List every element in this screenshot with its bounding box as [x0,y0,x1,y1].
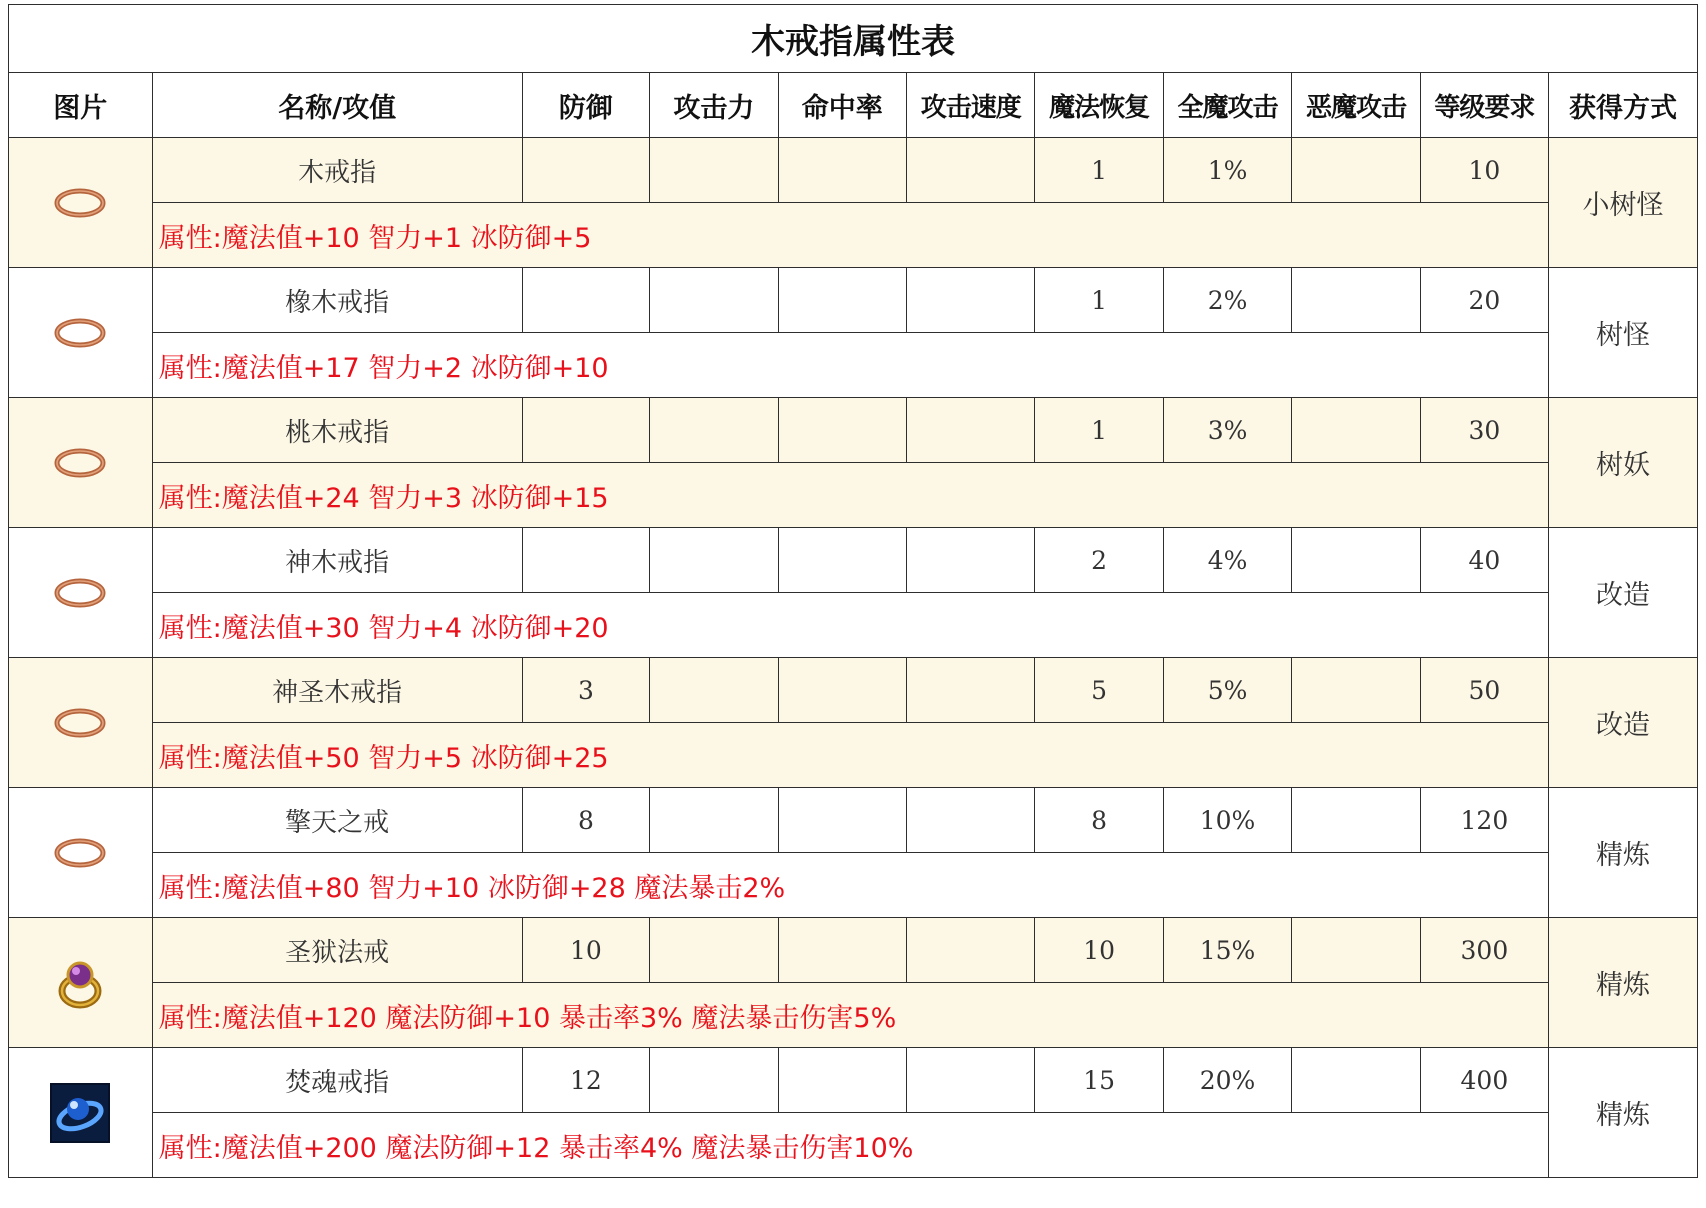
wood-ring-icon [9,186,152,220]
item-source: 树怪 [1549,268,1698,398]
item-attributes: 属性:魔法值+24 智力+3 冰防御+15 [152,463,1549,528]
table-row [9,658,1698,723]
item-attack [650,528,778,593]
item-attack-speed [906,918,1034,983]
wood-ring-icon [9,836,152,870]
table-row-attributes [9,593,1698,658]
item-attack-speed [906,658,1034,723]
item-attributes: 属性:魔法值+50 智力+5 冰防御+25 [152,723,1549,788]
item-accuracy [778,138,906,203]
item-defense [522,268,649,333]
table-title: 木戒指属性表 [9,5,1698,73]
item-image-cell [9,398,153,528]
item-source: 小树怪 [1549,138,1698,268]
header-source: 获得方式 [1549,73,1698,138]
item-accuracy [778,658,906,723]
header-accuracy: 命中率 [778,73,906,138]
item-level: 20 [1420,268,1548,333]
ring-attribute-sheet [8,4,1698,1178]
item-accuracy [778,528,906,593]
item-demon-attack [1292,918,1420,983]
item-source: 改造 [1549,528,1698,658]
item-attack-speed [906,1048,1034,1113]
gem-ring-icon [9,955,152,1011]
item-attributes: 属性:魔法值+80 智力+10 冰防御+28 魔法暴击2% [152,853,1549,918]
item-attack [650,398,778,463]
item-accuracy [778,398,906,463]
item-defense [522,398,649,463]
item-all-magic-attack: 5% [1163,658,1291,723]
item-row-group [9,138,1698,268]
item-row-group [9,528,1698,658]
table-row [9,788,1698,853]
table-row-attributes [9,463,1698,528]
item-source: 精炼 [1549,788,1698,918]
item-row-group [9,788,1698,918]
item-demon-attack [1292,1048,1420,1113]
table-row [9,528,1698,593]
header-attack-speed: 攻击速度 [906,73,1034,138]
item-level: 30 [1420,398,1548,463]
item-image-cell [9,138,153,268]
item-magic-recovery: 1 [1035,268,1163,333]
item-attributes: 属性:魔法值+17 智力+2 冰防御+10 [152,333,1549,398]
item-demon-attack [1292,658,1420,723]
item-attack [650,658,778,723]
wood-ring-icon [9,316,152,350]
item-name: 擎天之戒 [152,788,522,853]
item-name: 圣狱法戒 [152,918,522,983]
item-source: 精炼 [1549,1048,1698,1178]
item-all-magic-attack: 4% [1163,528,1291,593]
item-attack-speed [906,528,1034,593]
item-level: 50 [1420,658,1548,723]
table-row-attributes [9,723,1698,788]
item-source: 树妖 [1549,398,1698,528]
item-magic-recovery: 1 [1035,398,1163,463]
item-accuracy [778,918,906,983]
header-level: 等级要求 [1420,73,1548,138]
item-level: 10 [1420,138,1548,203]
table-row-attributes [9,1113,1698,1178]
item-level: 120 [1420,788,1548,853]
header-image: 图片 [9,73,153,138]
item-row-group [9,398,1698,528]
item-magic-recovery: 5 [1035,658,1163,723]
header-demon-attack: 恶魔攻击 [1292,73,1420,138]
item-all-magic-attack: 2% [1163,268,1291,333]
wood-ring-icon [9,706,152,740]
wood-ring-icon [9,576,152,610]
table-row-attributes [9,853,1698,918]
item-image-cell [9,788,153,918]
item-attributes: 属性:魔法值+200 魔法防御+12 暴击率4% 魔法暴击伤害10% [152,1113,1549,1178]
item-row-group [9,1048,1698,1178]
item-name: 木戒指 [152,138,522,203]
item-magic-recovery: 2 [1035,528,1163,593]
item-attack [650,138,778,203]
item-attack [650,788,778,853]
table-row-attributes [9,333,1698,398]
item-all-magic-attack: 15% [1163,918,1291,983]
item-demon-attack [1292,788,1420,853]
item-level: 400 [1420,1048,1548,1113]
item-attributes: 属性:魔法值+10 智力+1 冰防御+5 [152,203,1549,268]
item-name: 神木戒指 [152,528,522,593]
item-name: 橡木戒指 [152,268,522,333]
item-accuracy [778,788,906,853]
table-row [9,138,1698,203]
item-attack [650,918,778,983]
header-attack: 攻击力 [650,73,778,138]
table-row [9,1048,1698,1113]
header-all-magic-attack: 全魔攻击 [1163,73,1291,138]
item-name: 桃木戒指 [152,398,522,463]
header-row [9,73,1698,138]
table-row-attributes [9,203,1698,268]
item-row-group [9,268,1698,398]
item-attack-speed [906,788,1034,853]
item-attack-speed [906,398,1034,463]
table-row [9,398,1698,463]
item-level: 40 [1420,528,1548,593]
item-image-cell [9,918,153,1048]
item-demon-attack [1292,138,1420,203]
item-defense: 8 [522,788,649,853]
item-attack [650,1048,778,1113]
item-all-magic-attack: 1% [1163,138,1291,203]
item-demon-attack [1292,528,1420,593]
header-name: 名称/攻值 [152,73,522,138]
table-row [9,268,1698,333]
item-name: 焚魂戒指 [152,1048,522,1113]
ring-attribute-table [8,4,1698,1178]
item-source: 精炼 [1549,918,1698,1048]
item-source: 改造 [1549,658,1698,788]
item-all-magic-attack: 3% [1163,398,1291,463]
item-image-cell [9,1048,153,1178]
item-demon-attack [1292,268,1420,333]
item-defense [522,138,649,203]
item-demon-attack [1292,398,1420,463]
item-attributes: 属性:魔法值+120 魔法防御+10 暴击率3% 魔法暴击伤害5% [152,983,1549,1048]
item-all-magic-attack: 10% [1163,788,1291,853]
table-row [9,918,1698,983]
header-magic-recovery: 魔法恢复 [1035,73,1163,138]
item-defense [522,528,649,593]
item-defense: 3 [522,658,649,723]
item-attack [650,268,778,333]
item-attack-speed [906,268,1034,333]
item-magic-recovery: 8 [1035,788,1163,853]
item-row-group [9,658,1698,788]
item-image-cell [9,658,153,788]
item-image-cell [9,268,153,398]
item-level: 300 [1420,918,1548,983]
item-attributes: 属性:魔法值+30 智力+4 冰防御+20 [152,593,1549,658]
item-defense: 12 [522,1048,649,1113]
item-image-cell [9,528,153,658]
item-attack-speed [906,138,1034,203]
item-magic-recovery: 1 [1035,138,1163,203]
item-accuracy [778,268,906,333]
item-all-magic-attack: 20% [1163,1048,1291,1113]
item-name: 神圣木戒指 [152,658,522,723]
header-defense: 防御 [522,73,649,138]
blue-orb-ring-icon [9,1083,152,1143]
item-magic-recovery: 15 [1035,1048,1163,1113]
item-accuracy [778,1048,906,1113]
item-row-group [9,918,1698,1048]
wood-ring-icon [9,446,152,480]
item-magic-recovery: 10 [1035,918,1163,983]
table-row-attributes [9,983,1698,1048]
item-defense: 10 [522,918,649,983]
